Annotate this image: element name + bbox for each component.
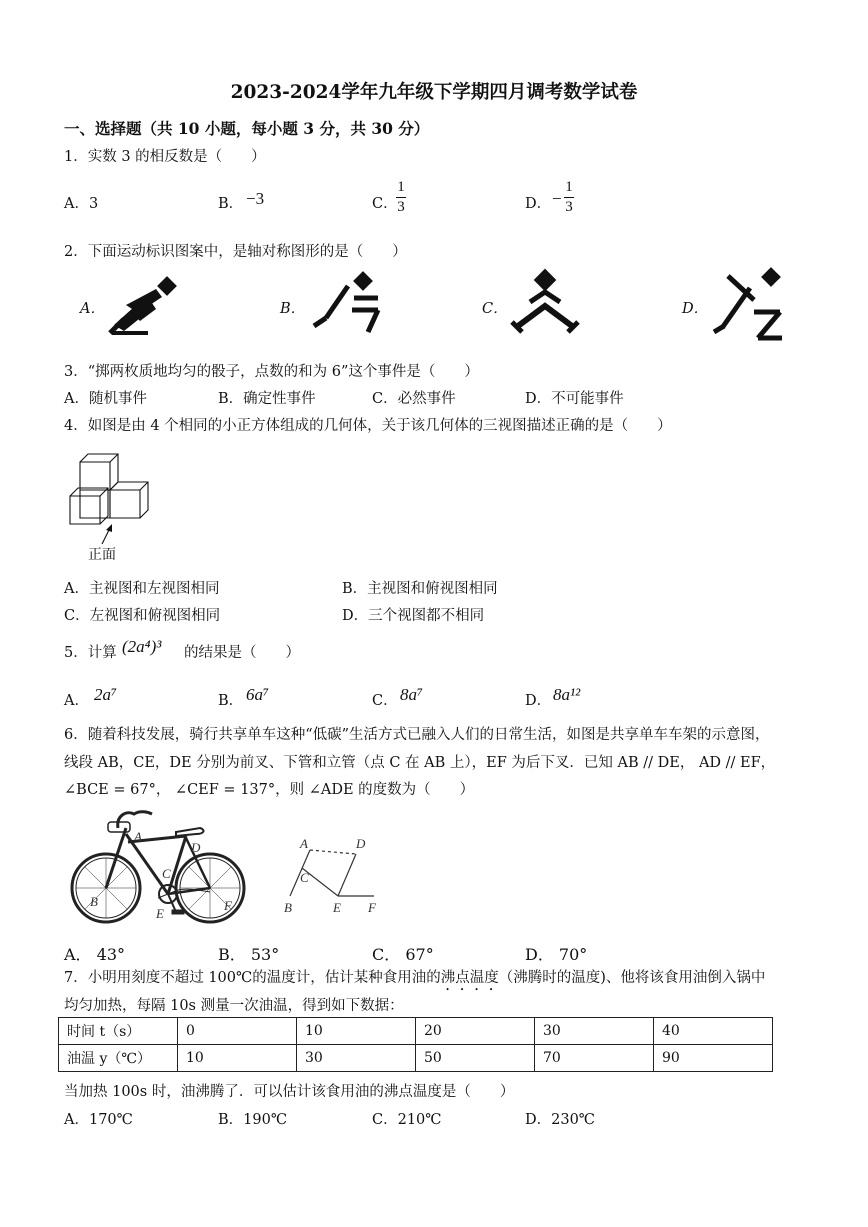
q4-option-a[interactable]: A．主视图和左视图相同: [64, 581, 220, 597]
q5-option-d-label[interactable]: D．: [525, 693, 552, 709]
q6-option-b[interactable]: B． 53°: [218, 945, 280, 964]
svg-text:B: B: [284, 900, 292, 915]
q7-line-1: 7．小明用刻度不超过 100℃的温度计，估计某种食用油的沸点温度（沸腾时的温度)、他将该食用油倒入锅中: [64, 970, 766, 986]
sport-icon-c: [508, 268, 584, 340]
q7-option-c[interactable]: C．210℃: [372, 1112, 442, 1128]
table-row: 油温 y（℃） 10 30 50 70 90: [59, 1045, 773, 1072]
svg-text:D: D: [356, 836, 366, 851]
q6-option-a[interactable]: A． 43°: [64, 945, 126, 964]
q1-option-a[interactable]: A．3: [64, 196, 99, 212]
q6-option-d[interactable]: D． 70°: [525, 945, 588, 964]
q5-option-c-value: 8a⁷: [400, 685, 423, 704]
sport-icon-d: [708, 266, 788, 342]
q7-line-3: 当加热 100s 时，油沸腾了．可以估计该食用油的沸点温度是（ ）: [64, 1084, 515, 1100]
q3-stem: 3．“掷两枚质地均匀的骰子，点数的和为 6”这个事件是（ ）: [64, 364, 479, 380]
q1-option-b-label[interactable]: B．: [218, 196, 244, 212]
front-label: 正面: [88, 547, 116, 563]
sport-icon-a: [104, 275, 184, 337]
q1-option-d-fraction: 1 3: [565, 179, 573, 215]
q6-line-2: 线段 AB，CE，DE 分别为前叉、下管和立管（点 C 在 AB 上），EF 为后下叉．已知 AB // DE， AD // EF，: [64, 755, 776, 771]
q5-expression: (2a⁴)³: [122, 637, 162, 656]
q1-option-d-sign: −: [552, 189, 562, 208]
svg-text:C: C: [300, 870, 309, 885]
q4-option-b[interactable]: B．主视图和俯视图相同: [342, 581, 498, 597]
q5-option-d-value: 8a¹²: [553, 685, 581, 704]
svg-text:C: C: [162, 866, 171, 881]
q3-option-d[interactable]: D．不可能事件: [525, 391, 624, 407]
q5-stem-pre: 5．计算: [64, 645, 117, 661]
svg-text:E: E: [333, 900, 341, 915]
q2-option-c-label[interactable]: C．: [482, 301, 508, 317]
q1-stem: 1．实数 3 的相反数是（ ）: [64, 149, 266, 165]
q6-line-3: ∠BCE = 67°， ∠CEF = 137°，则 ∠ADE 的度数为（ ）: [64, 782, 475, 798]
q3-option-a[interactable]: A．随机事件: [64, 391, 147, 407]
svg-text:E: E: [156, 906, 164, 921]
table-row: 时间 t（s） 0 10 20 30 40: [59, 1018, 773, 1045]
section-heading: 一、选择题（共 10 小题，每小题 3 分，共 30 分）: [64, 119, 430, 138]
svg-text:A: A: [300, 836, 308, 851]
q2-option-a-label[interactable]: A．: [80, 301, 105, 317]
q7-option-a[interactable]: A．170℃: [64, 1112, 133, 1128]
q4-option-d[interactable]: D．三个视图都不相同: [342, 608, 485, 624]
q5-option-b-value: 6a⁷: [246, 685, 269, 704]
q5-option-b-label[interactable]: B．: [218, 693, 244, 709]
svg-text:B: B: [90, 894, 98, 909]
q6-line-1: 6．随着科技发展，骑行共享单车这种“低碳”生活方式已融入人们的日常生活，如图是共享单车车架的示意图，: [64, 727, 770, 743]
bicycle-picture: [68, 806, 252, 932]
temperature-table: [58, 1017, 773, 1072]
q1-option-d-label[interactable]: D．: [525, 196, 552, 212]
boiling-point-emphasis: 沸点温度: [440, 970, 499, 986]
q7-line-2: 均匀加热，每隔 10s 测量一次油温，得到如下数据：: [64, 998, 404, 1014]
svg-text:A: A: [134, 829, 142, 844]
svg-text:F: F: [224, 898, 232, 913]
q2-stem: 2．下面运动标识图案中，是轴对称图形的是（ ）: [64, 244, 407, 260]
q1-option-c-fraction: 1 3: [397, 179, 405, 215]
q6-option-c[interactable]: C． 67°: [372, 945, 434, 964]
cubes-figure: [64, 448, 156, 552]
q2-option-d-label[interactable]: D．: [682, 301, 709, 317]
sport-icon-b: [308, 268, 388, 340]
q4-option-c[interactable]: C．左视图和俯视图相同: [64, 608, 221, 624]
q1-option-c-label[interactable]: C．: [372, 196, 398, 212]
q3-option-b[interactable]: B．确定性事件: [218, 391, 316, 407]
q7-option-d[interactable]: D．230℃: [525, 1112, 596, 1128]
q3-option-c[interactable]: C．必然事件: [372, 391, 456, 407]
svg-text:F: F: [368, 900, 376, 915]
frame-diagram: [278, 834, 388, 918]
q5-option-a-label[interactable]: A．: [64, 693, 89, 709]
q5-stem-post: 的结果是（ ）: [184, 645, 300, 661]
q5-option-a-value: 2a⁷: [94, 685, 117, 704]
page-title: 2023-2024学年九年级下学期四月调考数学试卷: [230, 82, 638, 103]
q2-option-b-label[interactable]: B．: [280, 301, 306, 317]
q4-stem: 4．如图是由 4 个相同的小正方体组成的几何体，关于该几何体的三视图描述正确的是（ ）: [64, 418, 672, 434]
q5-option-c-label[interactable]: C．: [372, 693, 398, 709]
svg-text:D: D: [191, 840, 201, 855]
q1-option-b-value: −3: [246, 189, 265, 208]
q7-option-b[interactable]: B．190℃: [218, 1112, 288, 1128]
